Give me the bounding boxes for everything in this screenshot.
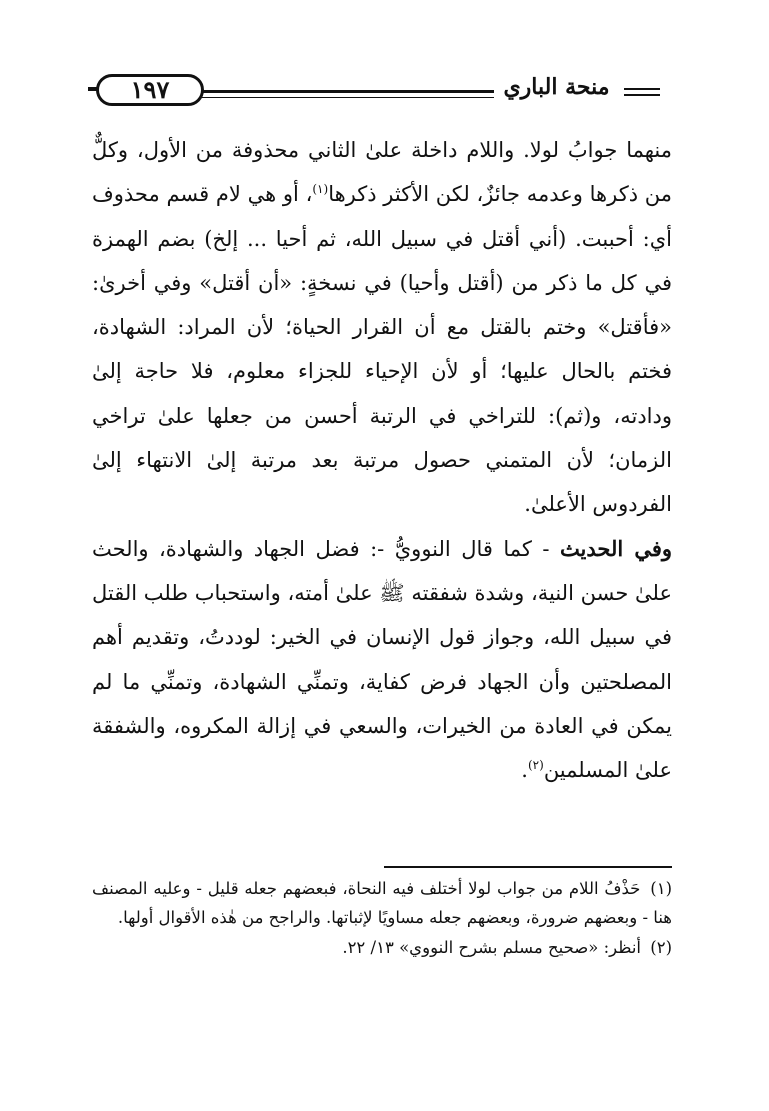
paragraph-2-end: .	[521, 758, 528, 783]
paragraph-1	[92, 128, 672, 527]
page-header	[96, 70, 664, 120]
main-text	[92, 128, 672, 792]
footnotes	[92, 874, 672, 963]
running-title: منحة الباري	[494, 74, 619, 100]
paragraph-2-lead: وفي الحديث	[559, 535, 672, 561]
page-number: ١٩٧	[96, 74, 204, 106]
footnote-2	[92, 933, 672, 962]
paragraph-2	[92, 527, 672, 793]
paragraph-1-text-b: ، أو هي لام قسم محذوف أي: أحببت. (أني أقتل في سبيل الله، ثم أحيا ... إلخ) بضم الهمزة في كل ما ذكر من (أقتل وأحيا) في نسخةٍ: «أن أقتل» وفي أخرىٰ: «فأقتل» وختم بالقتل مع أن القرار الحياة؛ لأن المراد: الشهادة، فختم بالحال عليها؛ أو لأن الإحياء للجزاء معلوم، فلا حاجة إلىٰ ودادته، و(ثم): للتراخي في الرتبة أحسن من جعلها علىٰ تراخي الزمان؛ لأن المتمني حصول مرتبة بعد مرتبة إلىٰ الانتهاء إلىٰ الفردوس الأعلىٰ.	[92, 182, 672, 517]
footnote-separator	[384, 866, 672, 868]
header-rule-right-top	[624, 88, 660, 90]
paragraph-1-text-a: منهما جوابُ لولا. واللام داخلة علىٰ الثاني محذوفة من الأول، وكلٌّ من ذكرها وعدمه جائزٌ، لكن الأكثر ذكرها	[92, 138, 673, 207]
footnote-marker-2: (٢)	[527, 758, 544, 773]
paragraph-2-text: - كما قال النوويُّ -: فضل الجهاد والشهادة، والحث علىٰ حسن النية، وشدة شفقته ﷺ علىٰ أمته، واستحباب طلب القتل في سبيل الله، وجواز قول الإنسان في الخير: لوددتُ، وتقديم أهم المصلحتين وأن الجهاد فرض كفاية، وتمنِّي الشهادة، وتمنِّي ما لم يمكن في العادة من الخيرات، والسعي في إزالة المكروه، والشفقة علىٰ المسلمين	[92, 536, 672, 783]
footnote-1-text: حَذْفُ اللام من جواب لولا أختلف فيه النحاة، فبعضهم جعله قليل - وعليه المصنف هنا - وبعضهم ضرورة، وبعضهم جعله مساويًا لإثباتها. والراجح من هٰذه الأقوال أولها.	[92, 879, 672, 927]
footnote-1-number: (١)	[650, 879, 672, 898]
footnote-2-number: (٢)	[650, 938, 672, 957]
footnote-2-text: أنظر: «صحيح مسلم بشرح النووي» ١٣/ ٢٢.	[342, 938, 641, 957]
footnote-1	[92, 874, 672, 932]
header-rule-right-bottom	[624, 94, 660, 96]
footnote-marker-1: (١)	[312, 182, 329, 197]
